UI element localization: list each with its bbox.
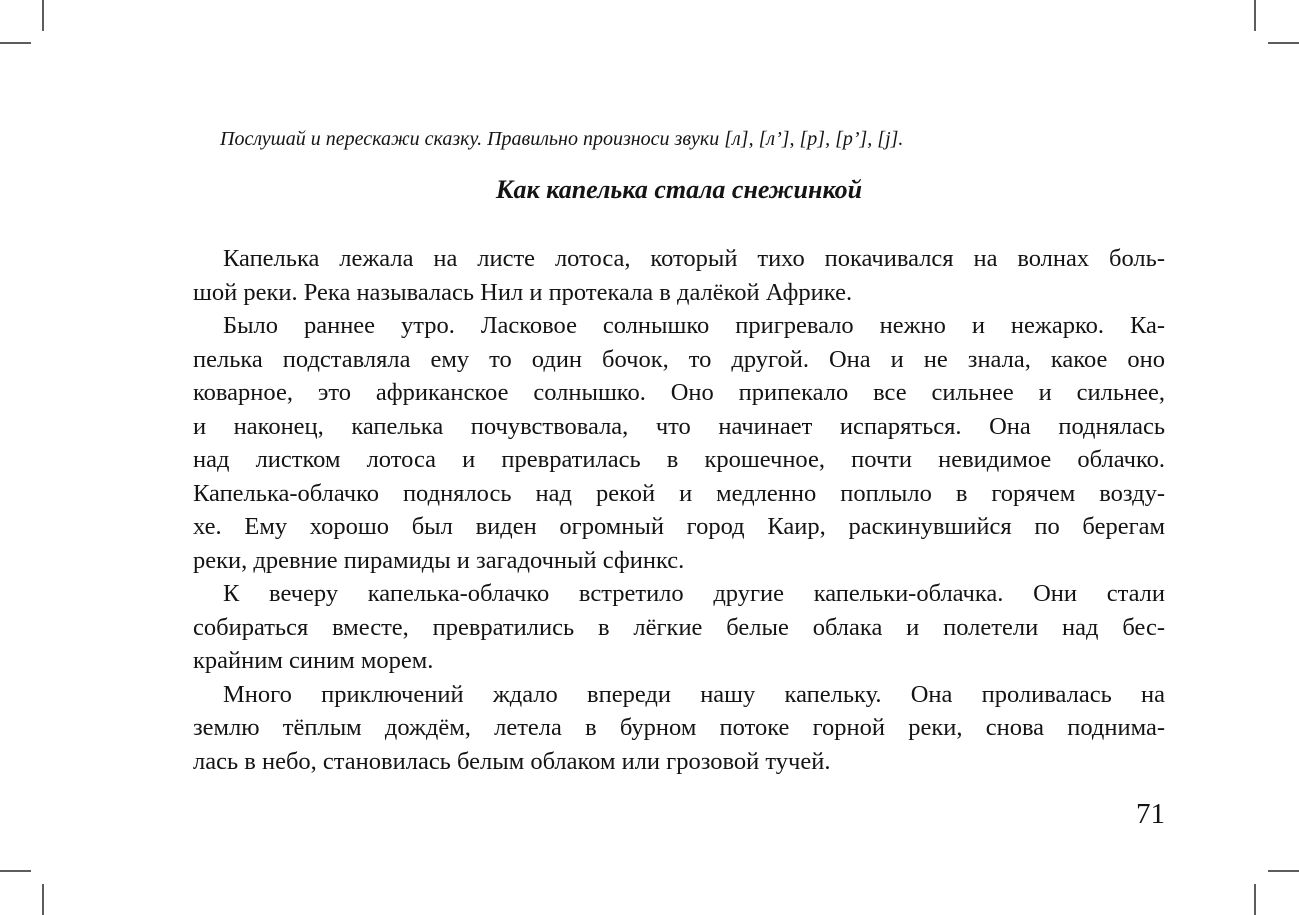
crop-mark-top-left-vertical [42,0,44,31]
story-line: Капелька-облачко поднялось над рекой и медленно поплыло в горячем возду- [193,479,1165,507]
page-number: 71 [1136,798,1165,830]
story-line: Много приключений ждало впереди нашу капельку. Она проливалась на [223,680,1165,708]
story-body [193,242,1165,778]
story-paragraph [193,309,1165,577]
story-line: землю тёплым дождём, летела в бурном потоке горной реки, снова поднима- [193,714,1165,741]
story-line: К вечеру капелька-облачко встретило другие капельки-облачка. Они стали [223,580,1165,607]
story-line: и наконец, капелька почувствовала, что начинает испаряться. Она поднялась [193,412,1165,440]
story-line: собираться вместе, превратились в лёгкие белые облака и полетели над бес- [193,613,1165,641]
story-line: крайним синим морем. [193,647,434,674]
story-paragraph [193,678,1165,779]
crop-mark-bottom-left-horizontal [0,870,31,872]
exercise-instruction: Послушай и перескажи сказку. Правильно произноси звуки [л], [л’], [р], [р’], [j]. [220,128,904,150]
story-line: лась в небо, становилась белым облаком или грозовой тучей. [193,747,831,775]
crop-mark-bottom-right-horizontal [1268,870,1299,872]
story-line: коварное, это африканское солнышко. Оно припекало все сильнее и сильнее, [193,379,1165,406]
crop-mark-top-right-vertical [1254,0,1256,31]
story-line: пелька подставляла ему то один бочок, то другой. Она и не знала, какое оно [193,345,1165,373]
story-line: Капелька лежала на листе лотоса, который тихо покачивался на волнах боль- [223,245,1165,272]
crop-mark-bottom-left-vertical [42,884,44,915]
text-block [193,126,1165,778]
story-paragraph [193,577,1165,678]
crop-mark-top-right-horizontal [1268,42,1299,44]
story-paragraph [193,242,1165,309]
story-line: над листком лотоса и превратилась в крошечное, почти невидимое облачко. [193,446,1165,473]
story-line: реки, древние пирамиды и загадочный сфинкс. [193,546,685,574]
story-line: хе. Ему хорошо был виден огромный город Каир, раскинувшийся по берегам [193,513,1165,540]
crop-mark-bottom-right-vertical [1254,884,1256,915]
story-line: Было раннее утро. Ласковое солнышко пригревало нежно и нежарко. Ка- [223,312,1165,339]
story-line: шой реки. Река называлась Нил и протекала в далёкой Африке. [193,278,853,306]
crop-mark-top-left-horizontal [0,42,31,44]
story-title: Как капелька стала снежинкой [495,175,863,204]
